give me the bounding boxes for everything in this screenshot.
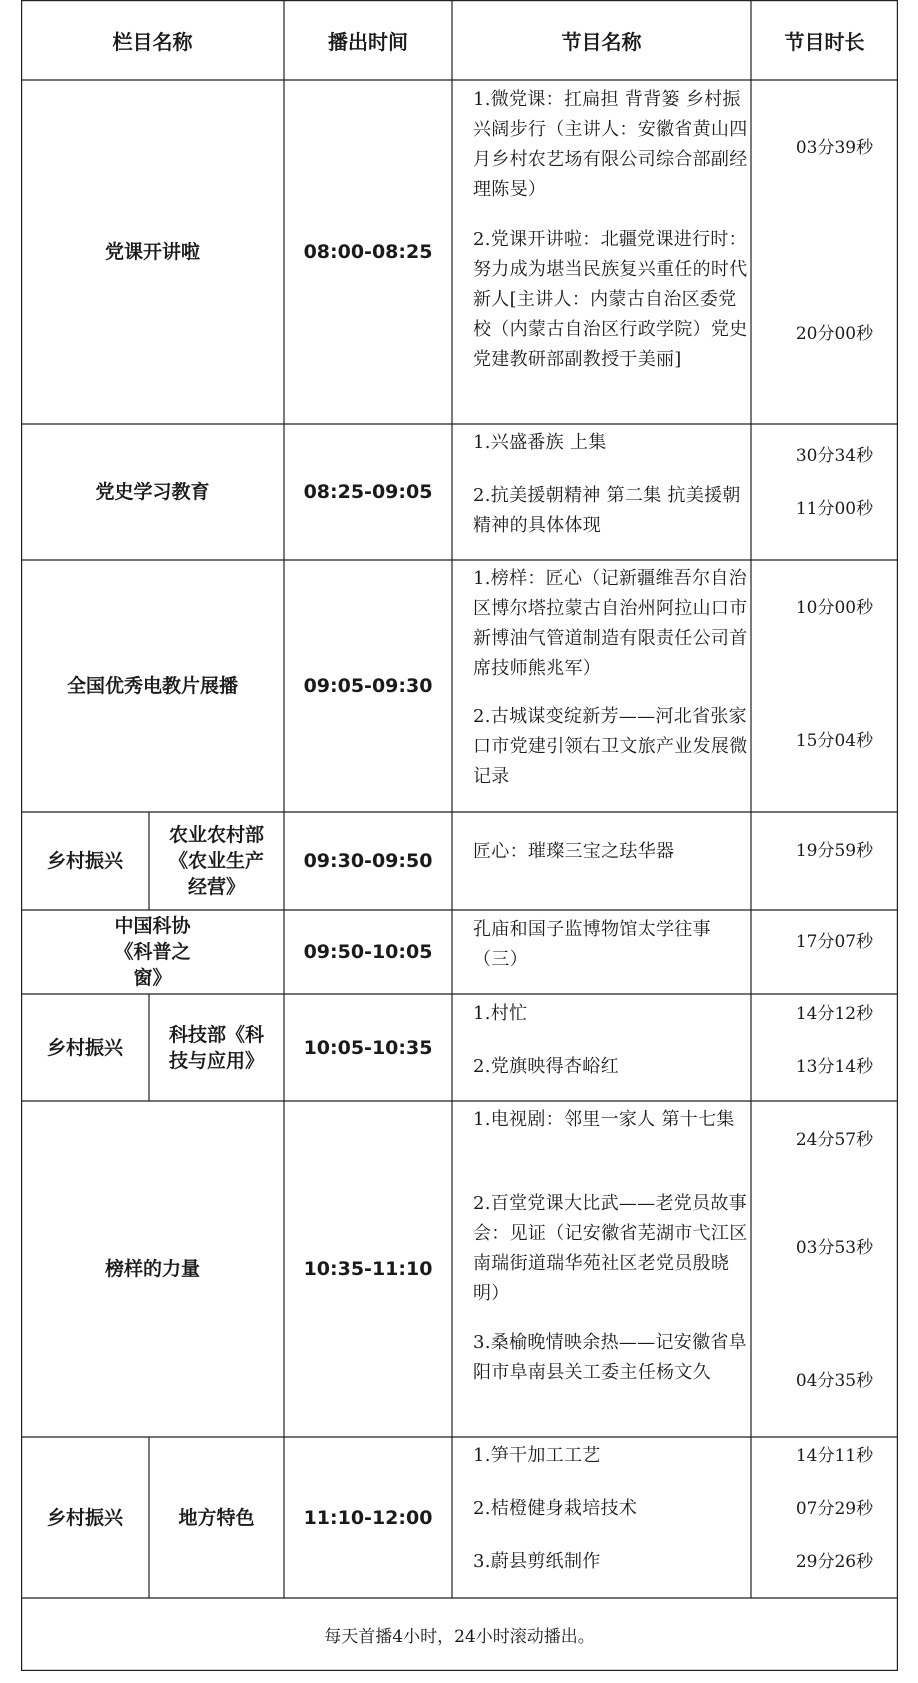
duration-item: 13分14秒 (795, 1057, 874, 1077)
duration-item: 10分00秒 (795, 598, 874, 618)
row-subcolumn: 地方特色 (178, 1506, 255, 1529)
schedule-table (21, 0, 898, 1671)
row-time: 10:05-10:35 (303, 1036, 433, 1059)
duration-item: 11分00秒 (795, 499, 874, 519)
program-item: 2.抗美援朝精神 第二集 抗美援朝精神的具体体现 (473, 485, 741, 536)
duration-item: 15分04秒 (795, 731, 874, 751)
program-item: 3.桑榆晚情映余热——记安徽省阜阳市阜南县关工委主任杨文久 (473, 1332, 747, 1383)
header-duration: 节目时长 (784, 29, 865, 54)
duration-item: 14分12秒 (795, 1004, 874, 1024)
row-time: 08:00-08:25 (303, 241, 433, 263)
program-item: 孔庙和国子监博物馆太学往事（三） (473, 919, 711, 970)
duration-item: 19分59秒 (795, 841, 874, 861)
duration-item: 03分39秒 (795, 138, 874, 158)
program-item: 2.党旗映得杏峪红 (473, 1056, 619, 1077)
header-program: 节目名称 (561, 29, 642, 54)
row-column: 榜样的力量 (104, 1258, 200, 1280)
row-time: 11:10-12:00 (303, 1506, 433, 1529)
row-column: 中国科协《科普之窗》 (114, 915, 191, 989)
program-item: 2.古城谋变绽新芳——河北省张家口市党建引领右卫文旅产业发展微记录 (473, 706, 748, 787)
header-time: 播出时间 (328, 29, 408, 54)
program-item: 1.榜样：匠心（记新疆维吾尔自治区博尔塔拉蒙古自治州阿拉山口市新博油气管道制造有限责任公司首席技师熊兆军） (473, 568, 748, 679)
duration-item: 30分34秒 (795, 446, 874, 466)
program-item: 1.兴盛番族 上集 (473, 432, 607, 453)
row-column: 全国优秀电教片展播 (66, 675, 238, 697)
program-item: 1.笋干加工工艺 (473, 1445, 601, 1466)
table-footer-note: 每天首播4小时，24小时滚动播出。 (324, 1626, 595, 1647)
row-column: 党史学习教育 (95, 481, 210, 503)
row-column: 乡村振兴 (46, 1506, 123, 1529)
row-time: 09:05-09:30 (303, 675, 433, 697)
row-subcolumn: 科技部《科技与应用》 (168, 1023, 264, 1072)
program-item: 匠心：璀璨三宝之珐华器 (473, 841, 675, 862)
program-item: 2.党课开讲啦：北疆党课进行时：努力成为堪当民族复兴重任的时代新人[主讲人：内蒙古自治区委党校（内蒙古自治区行政学院）党史党建教研部副教授于美丽] (473, 229, 748, 370)
duration-item: 20分00秒 (795, 324, 874, 344)
duration-item: 17分07秒 (795, 932, 874, 952)
duration-item: 24分57秒 (795, 1130, 874, 1150)
row-time: 09:50-10:05 (303, 941, 433, 963)
program-item: 2.百堂党课大比武——老党员故事会：见证（记安徽省芜湖市弋江区南瑞街道瑞华苑社区老党员殷晓明） (473, 1193, 748, 1304)
duration-item: 04分35秒 (795, 1371, 874, 1391)
row-column: 乡村振兴 (46, 1036, 123, 1059)
row-time: 09:30-09:50 (303, 850, 433, 872)
program-item: 1.微党课：扛扁担 背背篓 乡村振兴阔步行（主讲人：安徽省黄山四月乡村农艺场有限公司综合部副经理陈旻） (473, 89, 748, 200)
row-time: 10:35-11:10 (303, 1258, 433, 1280)
program-item: 1.村忙 (473, 1003, 528, 1024)
program-item: 1.电视剧：邻里一家人 第十七集 (473, 1109, 735, 1130)
program-item: 3.蔚县剪纸制作 (473, 1551, 601, 1572)
program-item: 2.桔橙健身栽培技术 (473, 1498, 638, 1519)
row-column: 党课开讲啦 (104, 241, 200, 263)
row-column: 乡村振兴 (46, 850, 123, 872)
header-column: 栏目名称 (112, 29, 193, 54)
duration-item: 14分11秒 (795, 1446, 874, 1466)
row-subcolumn: 农业农村部《农业生产经营》 (168, 824, 264, 898)
duration-item: 03分53秒 (795, 1238, 874, 1258)
duration-item: 29分26秒 (795, 1552, 874, 1572)
duration-item: 07分29秒 (795, 1499, 874, 1519)
row-time: 08:25-09:05 (303, 481, 433, 503)
